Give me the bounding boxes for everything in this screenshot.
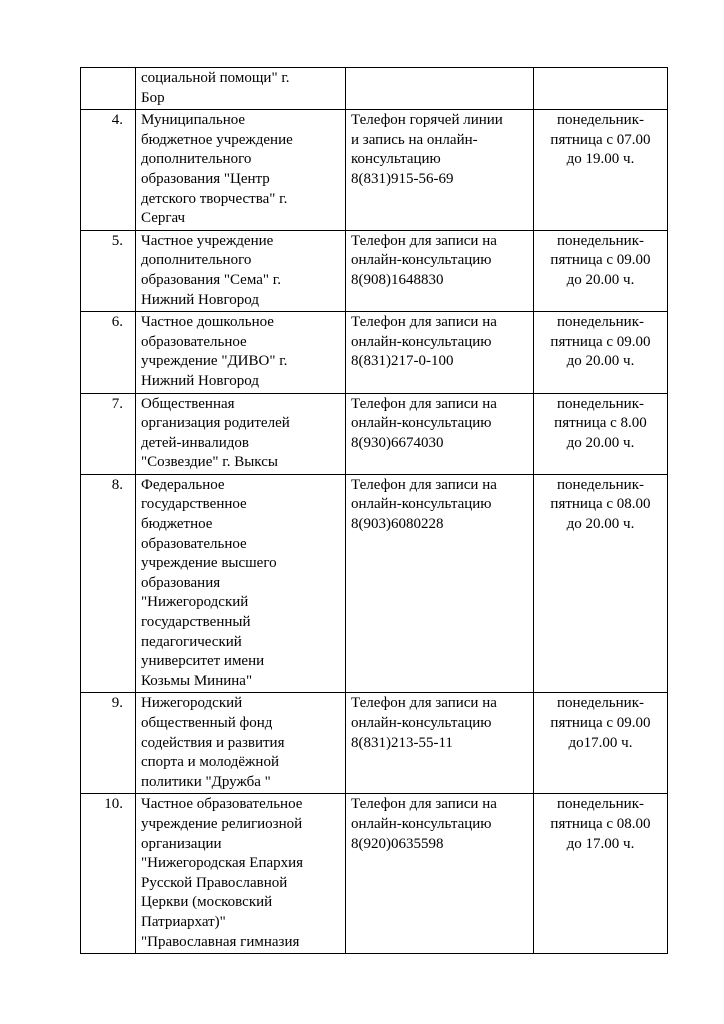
organization-name-cell: [136, 474, 346, 693]
working-hours-line: до 20.00 ч.: [566, 271, 635, 288]
organization-name-line: Сергач: [141, 210, 186, 227]
row-number: 6.: [81, 312, 136, 393]
working-hours-line: понедельник-: [557, 112, 644, 129]
organization-name-line: Нижний Новгород: [141, 372, 259, 389]
organization-name-line: Козьмы Минина": [141, 672, 253, 689]
table-row: [81, 474, 668, 693]
working-hours-line: пятница с 09.00: [550, 715, 651, 731]
working-hours-cell: [534, 230, 668, 311]
organization-name-line: образования "Центр: [141, 170, 270, 187]
organization-name-line: государственное: [141, 496, 247, 513]
contact-info-line: консультацию: [351, 151, 441, 168]
organization-name-line: Федеральное: [141, 476, 225, 493]
organization-name-cell: [136, 110, 346, 231]
contact-info-line: и запись на онлайн-: [351, 131, 478, 148]
organization-name-line: образования: [141, 574, 221, 591]
organization-name-line: государственный: [141, 614, 251, 631]
contact-info-line: Телефон для записи на: [351, 395, 497, 412]
contact-info-cell: [346, 693, 534, 794]
contact-info-cell: [346, 68, 534, 110]
organization-name-line: Частное учреждение: [141, 232, 274, 249]
organization-name-line: организация родителей: [141, 415, 290, 432]
contact-info-line: Телефон горячей линии: [351, 112, 503, 129]
organization-name-line: детского творчества" г.: [141, 190, 288, 207]
contact-info-line: онлайн-консультацию: [351, 252, 492, 269]
organization-name-line: Церкви (московский: [141, 894, 273, 911]
working-hours-line: до 20.00 ч.: [566, 353, 635, 370]
organization-name-line: дополнительного: [141, 151, 252, 168]
working-hours-line: до 20.00 ч.: [566, 434, 635, 451]
table-body: [81, 68, 668, 954]
organization-name-cell: [136, 794, 346, 954]
organization-name-line: общественный фонд: [141, 715, 273, 731]
organizations-table: [80, 67, 668, 954]
working-hours-line: пятница с 09.00: [550, 252, 651, 269]
table-row: [81, 794, 668, 954]
organization-name-line: учреждение "ДИВО" г.: [141, 353, 288, 370]
working-hours-line: понедельник-: [557, 695, 644, 712]
working-hours-cell: [534, 693, 668, 794]
contact-info-line: онлайн-консультацию: [351, 333, 492, 350]
contact-info-line: 8(930)6674030: [351, 434, 444, 451]
working-hours-line: понедельник-: [557, 476, 644, 493]
organization-name-cell: [136, 312, 346, 393]
contact-info-line: 8(920)0635598: [351, 835, 444, 852]
organization-name-line: Частное дошкольное: [141, 314, 274, 331]
contact-info-line: Телефон для записи на: [351, 796, 497, 813]
organization-name-line: образовательное: [141, 333, 247, 350]
organization-name-line: педагогический: [141, 633, 242, 650]
organization-name-line: "Православная гимназия: [141, 933, 300, 950]
contact-info-line: онлайн-консультацию: [351, 715, 492, 731]
contact-info-cell: [346, 794, 534, 954]
organization-name-line: "Нижегородская Епархия: [141, 855, 304, 872]
organization-name-line: Общественная: [141, 395, 235, 412]
organization-name-line: бюджетное: [141, 516, 213, 533]
contact-info-cell: [346, 393, 534, 474]
contact-info-cell: [346, 230, 534, 311]
working-hours-line: пятница с 08.00: [550, 815, 651, 832]
row-number: [81, 68, 136, 110]
table-row: [81, 230, 668, 311]
working-hours-line: понедельник-: [557, 232, 644, 249]
organization-name-line: бюджетное учреждение: [141, 131, 293, 148]
row-number: 9.: [81, 693, 136, 794]
working-hours-cell: [534, 393, 668, 474]
contact-info-line: онлайн-консультацию: [351, 415, 492, 432]
contact-info-line: 8(903)6080228: [351, 516, 444, 533]
row-number: 8.: [81, 474, 136, 693]
organization-name-line: учреждение высшего: [141, 555, 277, 572]
organization-name-cell: [136, 68, 346, 110]
working-hours-line: понедельник-: [557, 395, 644, 412]
organization-name-line: "Нижегородский: [141, 594, 249, 611]
working-hours-line: до17.00 ч.: [568, 734, 633, 751]
working-hours-cell: [534, 68, 668, 110]
row-number: 10.: [81, 794, 136, 954]
contact-info-line: Телефон для записи на: [351, 232, 497, 249]
contact-info-cell: [346, 312, 534, 393]
organization-name-line: детей-инвалидов: [141, 434, 249, 451]
organization-name-line: организации: [141, 835, 222, 852]
working-hours-cell: [534, 312, 668, 393]
organization-name-line: образования "Сема" г.: [141, 271, 281, 288]
table-row: [81, 110, 668, 231]
working-hours-line: пятница с 08.00: [550, 496, 651, 513]
working-hours-line: до 20.00 ч.: [566, 516, 635, 533]
working-hours-cell: [534, 794, 668, 954]
contact-info-line: онлайн-консультацию: [351, 496, 492, 513]
row-number: 5.: [81, 230, 136, 311]
working-hours-line: понедельник-: [557, 796, 644, 813]
contact-info-line: Телефон для записи на: [351, 314, 497, 331]
contact-info-line: онлайн-консультацию: [351, 815, 492, 832]
organization-name-line: спорта и молодёжной: [141, 754, 279, 771]
organization-name-line: "Созвездие" г. Выксы: [141, 454, 278, 471]
working-hours-line: понедельник-: [557, 314, 644, 331]
organization-name-line: Нижегородский: [141, 695, 243, 712]
organization-name-line: образовательное: [141, 535, 247, 552]
row-number: 7.: [81, 393, 136, 474]
organization-name-cell: [136, 693, 346, 794]
organization-name-line: содействия и развития: [141, 734, 285, 751]
contact-info-line: Телефон для записи на: [351, 476, 497, 493]
working-hours-line: до 19.00 ч.: [566, 151, 635, 168]
organization-name-line: Муниципальное: [141, 112, 246, 129]
contact-info-line: 8(831)915-56-69: [351, 170, 454, 187]
working-hours-cell: [534, 110, 668, 231]
organization-name-line: политики "Дружба ": [141, 773, 271, 790]
working-hours-line: пятница с 8.00: [554, 415, 647, 432]
organization-name-line: дополнительного: [141, 252, 252, 269]
contact-info-line: 8(908)1648830: [351, 271, 444, 288]
organization-name-line: Бор: [141, 89, 165, 106]
organization-name-cell: [136, 230, 346, 311]
table-row: [81, 393, 668, 474]
working-hours-line: пятница с 07.00: [550, 131, 651, 148]
organization-name-line: Нижний Новгород: [141, 291, 259, 308]
contact-info-line: 8(831)217-0-100: [351, 353, 454, 370]
table-row: [81, 693, 668, 794]
organization-name-line: Патриархат)": [141, 913, 226, 930]
contact-info-cell: [346, 474, 534, 693]
organization-name-line: университет имени: [141, 653, 265, 670]
organization-name-line: учреждение религиозной: [141, 815, 303, 832]
table-row: [81, 68, 668, 110]
working-hours-line: пятница с 09.00: [550, 333, 651, 350]
organization-name-line: Частное образовательное: [141, 796, 303, 813]
working-hours-cell: [534, 474, 668, 693]
table-row: [81, 312, 668, 393]
organization-name-cell: [136, 393, 346, 474]
organization-name-line: Русской Православной: [141, 874, 288, 891]
working-hours-line: до 17.00 ч.: [566, 835, 635, 852]
row-number: 4.: [81, 110, 136, 231]
contact-info-line: 8(831)213-55-11: [351, 734, 453, 751]
contact-info-line: Телефон для записи на: [351, 695, 497, 712]
organization-name-line: социальной помощи" г.: [141, 70, 290, 86]
contact-info-cell: [346, 110, 534, 231]
